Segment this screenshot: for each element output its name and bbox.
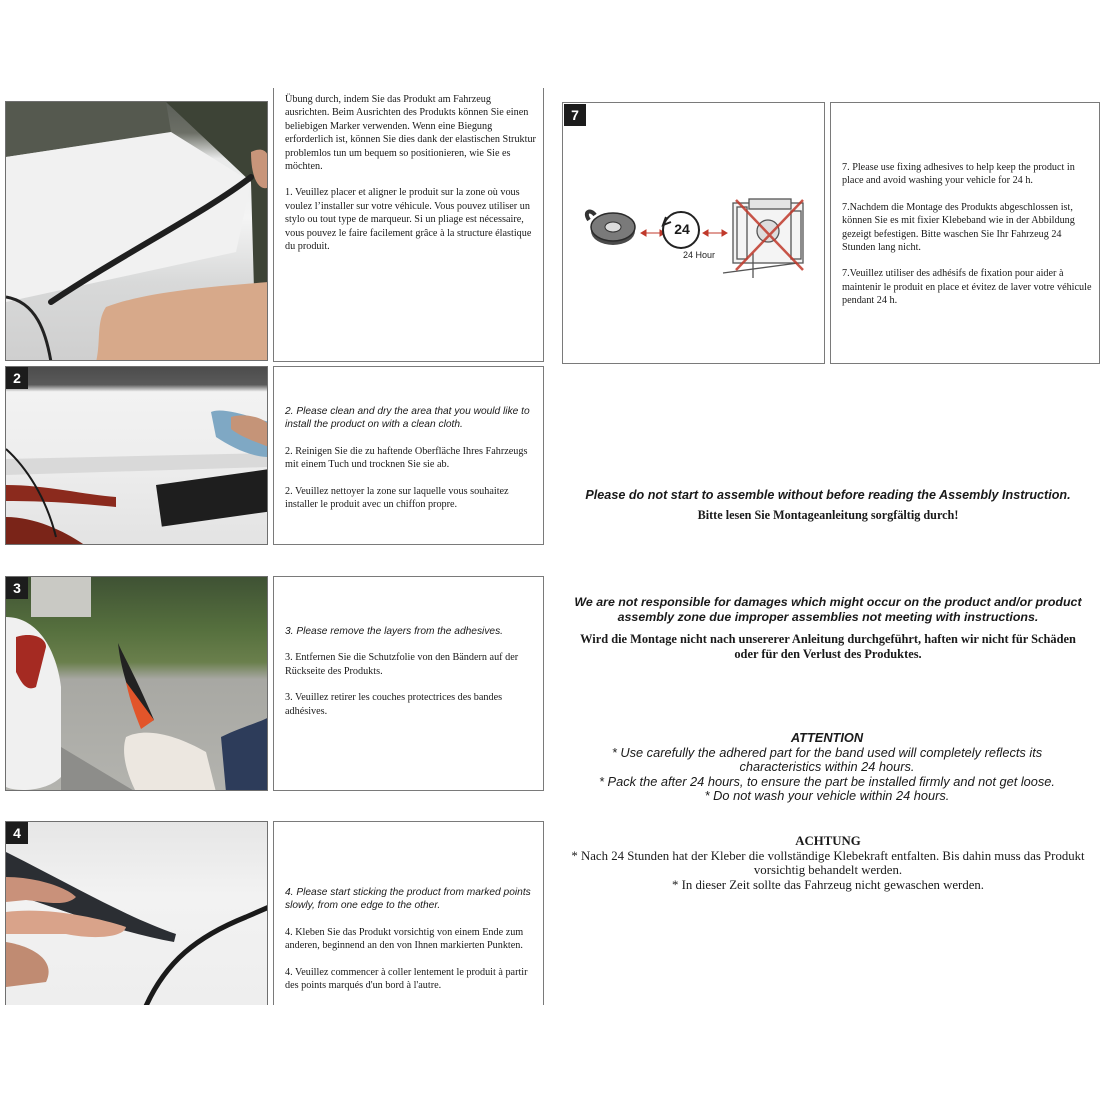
- step3-badge: 3: [6, 577, 28, 599]
- read-first-de: Bitte lesen Sie Montageanleitung sorgfältig durch!: [697, 508, 959, 522]
- step4-text-fr: 4. Veuillez commencer à coller lentement le produit à partir des points marqués d'un bord à l'autre.: [285, 966, 528, 992]
- remove-adhesive-illustration: [6, 577, 268, 791]
- achtung-notice: [566, 834, 1090, 892]
- step7-text-panel: [830, 102, 1100, 364]
- step1-photo: [5, 101, 268, 361]
- step7-text-en: 7. Please use fixing adhesives to help keep the product in place and avoid washing your vehicle for 24 h.: [842, 162, 1075, 187]
- car-trunk-illustration: [6, 102, 268, 361]
- step4-text-en: 4. Please start sticking the product from marked points slowly, from one edge to the other.: [285, 887, 531, 912]
- tape-roll-icon: [587, 212, 635, 245]
- step3-text-fr: 3. Veuillez retirer les couches protectrices des bandes adhésives.: [285, 692, 503, 717]
- step4-text-panel: [273, 821, 544, 1005]
- step2-text-panel: [273, 366, 544, 545]
- step2-text-en: 2. Please clean and dry the area that you would like to install the product on with a clean cloth.: [285, 406, 530, 431]
- step3-text-en: 3. Please remove the layers from the adhesives.: [285, 626, 504, 637]
- step2-badge: 2: [6, 367, 28, 389]
- step3-photo: [5, 576, 268, 791]
- adhesive-timer-diagram: [563, 103, 825, 364]
- car-rear-clean-illustration: [6, 367, 268, 545]
- step2-text-fr: 2. Veuillez nettoyer la zone sur laquelle vous souhaitez installer le produit avec un chiffon propre.: [285, 485, 509, 511]
- achtung-title: ACHTUNG: [795, 834, 861, 848]
- step2-text-de: 2. Reinigen Sie die zu haftende Oberfläche Ihres Fahrzeugs mit einem Tuch und trocknen Sie sie ab.: [285, 445, 528, 471]
- timer-label: 24 Hour: [683, 250, 716, 260]
- step3-text-panel: [273, 576, 544, 791]
- step7-illustration-panel: [562, 102, 825, 364]
- step2-photo: [5, 366, 268, 545]
- step7-text-de: 7.Nachdem die Montage des Produkts abgeschlossen ist, können Sie es mit fixier Klebeband wie in der Abbildung gezeigt befestigen. Bitte waschen Sie Ihr Fahrzeug 24 Stunden lang nicht.: [842, 201, 1075, 254]
- liability-de: Wird die Montage nicht nach unsererer Anleitung durchgeführt, haften wir nicht für Schäden oder für den Verlust des Produktes.: [580, 632, 1076, 661]
- attention-line-2: * Pack the after 24 hours, to ensure the part be installed firmly and not get loose.: [599, 773, 1055, 789]
- step7-text-fr: 7.Veuillez utiliser des adhésifs de fixation pour aider à maintenir le produit en place et évitez de laver votre véhicule pendant 24 h.: [842, 268, 1092, 307]
- step3-text-de: 3. Entfernen Sie die Schutzfolie von den Bändern auf der Rückseite des Produkts.: [285, 652, 519, 677]
- liability-en: We are not responsible for damages which might occur on the product and/or product assembly zone due improper assemblies not meeting with instructions.: [574, 595, 1082, 624]
- step4-text-de: 4. Kleben Sie das Produkt vorsichtig von einem Ende zum anderen, beginnend an den von Ihnen markierten Punkten.: [285, 926, 524, 952]
- attention-line-1: * Use carefully the adhered part for the band used will completely reflects its characteristics within 24 hours.: [611, 744, 1043, 774]
- step7-badge: 7: [564, 104, 586, 126]
- step4-photo: [5, 821, 268, 1005]
- timer-value: 24: [674, 221, 690, 237]
- step1-text-de: Übung durch, indem Sie das Produkt am Fahrzeug ausrichten. Beim Ausrichten des Produkts können Sie einen beliebigen Marker verwenden. Wenn eine Biegung erforderlich ist, können Sie dies dank der elastischen Struktur problemlos tun um bequem so positionieren, wie Sie es möchten.: [285, 94, 536, 173]
- step1-text-fr: 1. Veuillez placer et aligner le produit sur la zone où vous voulez l’installer sur votre véhicule. Vous pouvez utiliser un stylo ou tout type de marqueur. Si un pliage est nécessaire, vous pouvez le faire facilement grâce à la structure élastique du produit.: [285, 187, 532, 253]
- attention-line-3: * Do not wash your vehicle within 24 hours.: [704, 788, 950, 803]
- stick-spoiler-illustration: [6, 822, 268, 1005]
- liability-notice: [572, 595, 1084, 661]
- achtung-line-1: * Nach 24 Stunden hat der Kleber die vollständige Klebekraft entfalten. Bis dahin muss das Produkt vorsichtig behandelt werden.: [571, 848, 1085, 877]
- read-first-en: Please do not start to assemble without before reading the Assembly Instruction.: [585, 488, 1071, 502]
- achtung-line-2: * In dieser Zeit sollte das Fahrzeug nicht gewaschen werden.: [672, 877, 984, 892]
- attention-notice: [566, 731, 1088, 804]
- step1-text-panel: [273, 88, 544, 362]
- read-instructions-notice: [555, 487, 1101, 523]
- attention-title: ATTENTION: [790, 730, 864, 745]
- step4-badge: 4: [6, 822, 28, 844]
